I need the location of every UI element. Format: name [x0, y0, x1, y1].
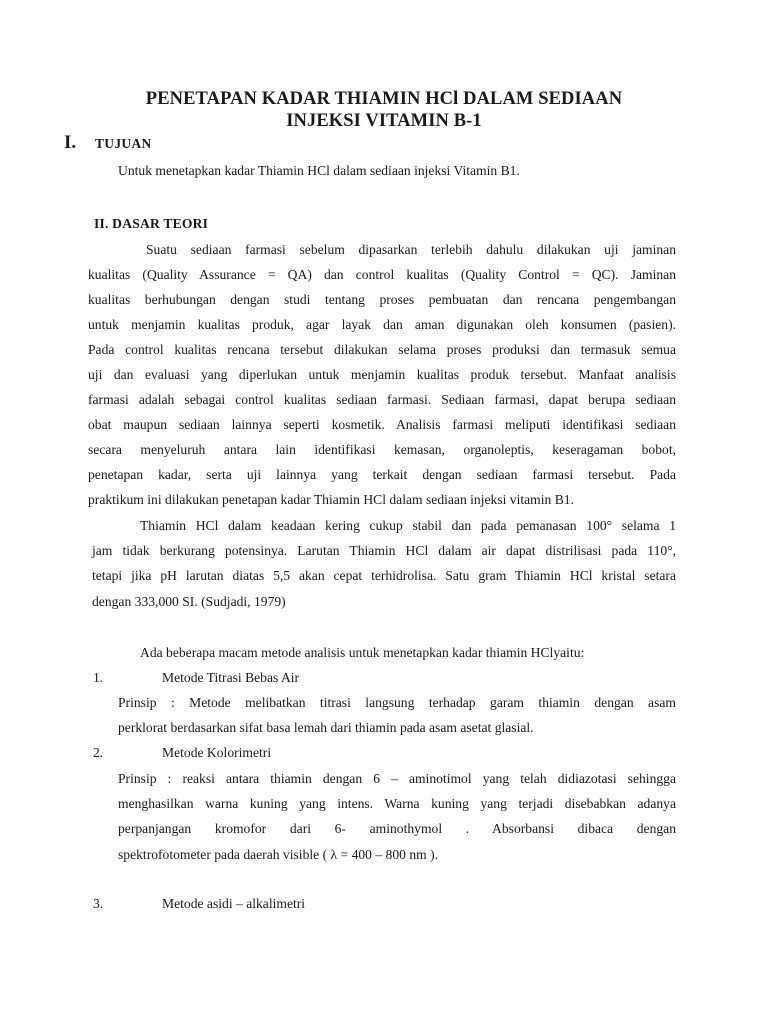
method-2-line: perpanjangan kromofor dari 6- aminothymol . Absorbansi dibaca dengan: [118, 821, 676, 836]
method-2-name: Metode Kolorimetri: [162, 745, 272, 760]
para2-line: tetapi jika pH larutan diatas 5,5 akan cepat terhidrolisa. Satu gram Thiamin HCl kristal setara: [92, 568, 676, 583]
method-1-line: Prinsip : Metode melibatkan titrasi langsung terhadap garam thiamin dengan asam: [118, 695, 676, 710]
para2-line: Thiamin HCl dalam keadaan kering cukup stabil dan pada pemanasan 100° selama 1: [140, 518, 676, 533]
para1-line: secara menyeluruh antara lain identifikasi kemasan, organoleptis, keseragaman bobot,: [88, 442, 676, 457]
method-2-line: Prinsip : reaksi antara thiamin dengan 6 – aminotimol yang telah didiazotasi sehingga: [118, 771, 676, 786]
para1-line: obat maupun sediaan lainnya seperti kosmetik. Analisis farmasi meliputi identifikasi sediaan: [88, 417, 676, 432]
para1-line: kualitas (Quality Assurance = QA) dan control kualitas (Quality Control = QC). Jaminan: [88, 267, 676, 282]
method-2-line: menghasilkan warna kuning yang intens. Warna kuning yang terjadi disebabkan adanya: [118, 796, 676, 811]
section-1-numeral: I.: [64, 132, 77, 153]
method-1-number: 1.: [93, 670, 104, 685]
para1-line: praktikum ini dilakukan penetapan kadar Thiamin HCl dalam sediaan injeksi vitamin B1.: [88, 492, 574, 507]
section-1-text: Untuk menetapkan kadar Thiamin HCl dalam sediaan injeksi Vitamin B1.: [118, 163, 520, 178]
title-line-1: PENETAPAN KADAR THIAMIN HCl DALAM SEDIAAN: [145, 89, 623, 109]
para1-line: untuk menjamin kualitas produk, agar layak dan aman digunakan oleh konsumen (pasien).: [88, 317, 676, 332]
para1-line: farmasi adalah sebagai control kualitas sediaan farmasi. Sediaan farmasi, dapat berupa sediaan: [88, 392, 676, 407]
para1-line: kualitas berhubungan dengan studi tentang proses pembuatan dan rencana pengembangan: [88, 292, 676, 307]
para1-line: uji dan evaluasi yang diperlukan untuk menjamin kualitas produk tersebut. Manfaat analisis: [88, 367, 676, 382]
para1-line: Suatu sediaan farmasi sebelum dipasarkan terlebih dahulu dilakukan uji jaminan: [146, 242, 676, 257]
method-1-line: perklorat berdasarkan sifat basa lemah dari thiamin pada asam asetat glasial.: [118, 720, 534, 735]
para1-line: penetapan kadar, serta uji lainnya yang terkait dengan sediaan farmasi tersebut. Pada: [88, 467, 676, 482]
method-3-number: 3.: [93, 896, 104, 911]
para2-line: dengan 333,000 SI. (Sudjadi, 1979): [92, 594, 286, 609]
section-1-heading: TUJUAN: [95, 136, 152, 151]
method-2-number: 2.: [93, 745, 104, 760]
document-title: [84, 88, 684, 132]
title-line-2: INJEKSI VITAMIN B-1: [286, 111, 482, 131]
section-2-heading: II. DASAR TEORI: [94, 216, 209, 231]
para2-line: jam tidak berkurang potensinya. Larutan Thiamin HCl dalam air dapat distrilisasi pada 110°,: [92, 543, 676, 558]
method-3-name: Metode asidi – alkalimetri: [162, 896, 306, 911]
method-1-name: Metode Titrasi Bebas Air: [162, 670, 300, 685]
para1-line: Pada control kualitas rencana tersebut dilakukan selama proses produksi dan termasuk semua: [88, 342, 676, 357]
method-2-line: spektrofotometer pada daerah visible ( λ = 400 – 800 nm ).: [118, 847, 439, 862]
methods-intro: Ada beberapa macam metode analisis untuk menetapkan kadar thiamin HClyaitu:: [140, 645, 585, 660]
